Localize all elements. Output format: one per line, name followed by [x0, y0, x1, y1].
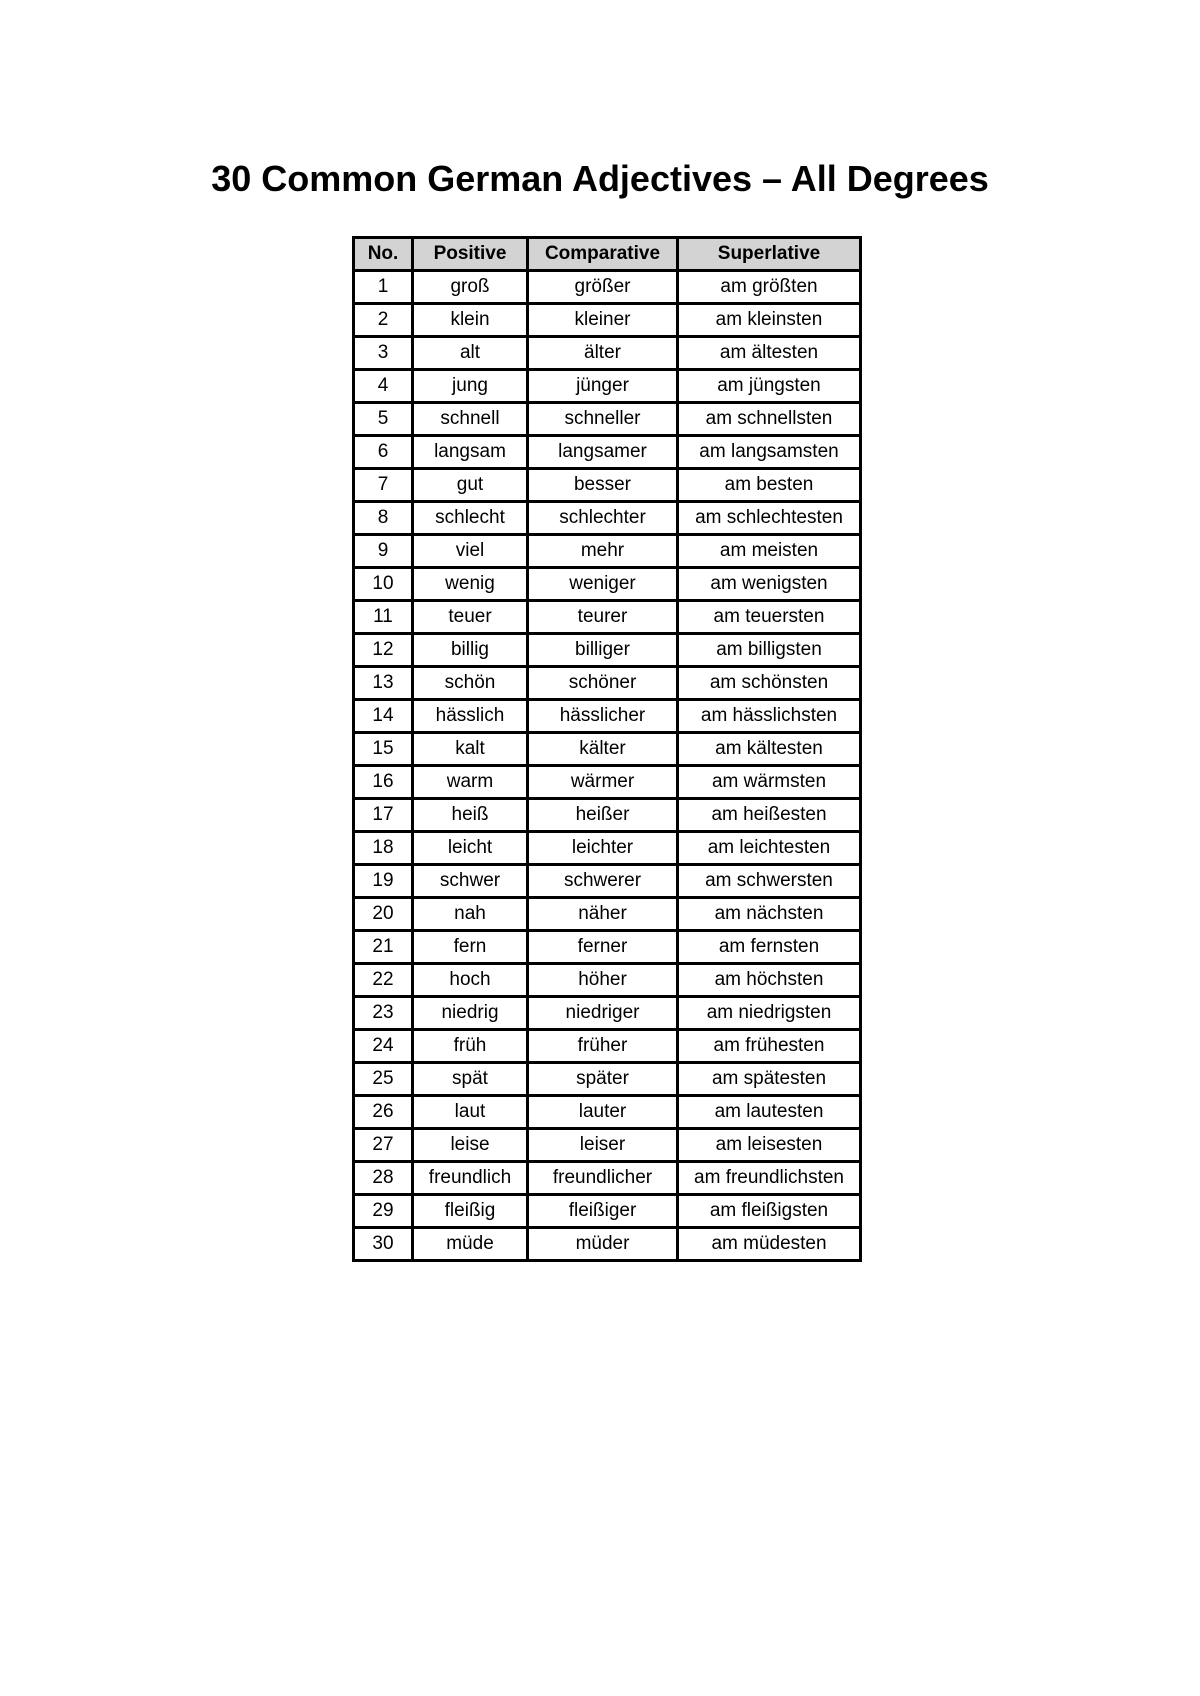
- cell-no: 3: [354, 337, 413, 370]
- cell-superlative: am meisten: [678, 535, 861, 568]
- cell-comparative: weniger: [528, 568, 678, 601]
- cell-comparative: größer: [528, 271, 678, 304]
- table-row: [354, 436, 861, 469]
- cell-no: 26: [354, 1096, 413, 1129]
- cell-comparative: leichter: [528, 832, 678, 865]
- cell-no: 4: [354, 370, 413, 403]
- cell-comparative: mehr: [528, 535, 678, 568]
- cell-superlative: am freundlichsten: [678, 1162, 861, 1195]
- cell-superlative: am wärmsten: [678, 766, 861, 799]
- table-header: [354, 238, 861, 271]
- cell-positive: langsam: [413, 436, 528, 469]
- cell-positive: warm: [413, 766, 528, 799]
- table-row: [354, 799, 861, 832]
- cell-superlative: am schwersten: [678, 865, 861, 898]
- cell-positive: billig: [413, 634, 528, 667]
- cell-positive: heiß: [413, 799, 528, 832]
- cell-superlative: am höchsten: [678, 964, 861, 997]
- cell-superlative: am lautesten: [678, 1096, 861, 1129]
- cell-comparative: heißer: [528, 799, 678, 832]
- table-row: [354, 403, 861, 436]
- cell-positive: leise: [413, 1129, 528, 1162]
- header-no: No.: [354, 238, 413, 271]
- cell-positive: groß: [413, 271, 528, 304]
- cell-positive: leicht: [413, 832, 528, 865]
- cell-no: 28: [354, 1162, 413, 1195]
- cell-positive: laut: [413, 1096, 528, 1129]
- cell-positive: klein: [413, 304, 528, 337]
- header-comparative: Comparative: [528, 238, 678, 271]
- cell-no: 20: [354, 898, 413, 931]
- cell-positive: hoch: [413, 964, 528, 997]
- cell-no: 24: [354, 1030, 413, 1063]
- cell-superlative: am fleißigsten: [678, 1195, 861, 1228]
- cell-comparative: schwerer: [528, 865, 678, 898]
- cell-positive: fleißig: [413, 1195, 528, 1228]
- cell-positive: schnell: [413, 403, 528, 436]
- cell-superlative: am jüngsten: [678, 370, 861, 403]
- cell-comparative: müder: [528, 1228, 678, 1261]
- cell-no: 23: [354, 997, 413, 1030]
- cell-positive: schwer: [413, 865, 528, 898]
- cell-comparative: fleißiger: [528, 1195, 678, 1228]
- cell-comparative: schlechter: [528, 502, 678, 535]
- cell-superlative: am frühesten: [678, 1030, 861, 1063]
- cell-comparative: ferner: [528, 931, 678, 964]
- page-title: 30 Common German Adjectives – All Degrees: [211, 158, 989, 199]
- cell-positive: nah: [413, 898, 528, 931]
- table-row: [354, 535, 861, 568]
- cell-positive: hässlich: [413, 700, 528, 733]
- header-positive: Positive: [413, 238, 528, 271]
- cell-positive: kalt: [413, 733, 528, 766]
- cell-superlative: am schnellsten: [678, 403, 861, 436]
- cell-superlative: am schönsten: [678, 667, 861, 700]
- table-row: [354, 865, 861, 898]
- cell-superlative: am besten: [678, 469, 861, 502]
- table-row: [354, 898, 861, 931]
- cell-no: 25: [354, 1063, 413, 1096]
- cell-no: 12: [354, 634, 413, 667]
- table-row: [354, 1063, 861, 1096]
- table-row: [354, 1129, 861, 1162]
- cell-no: 19: [354, 865, 413, 898]
- cell-positive: spät: [413, 1063, 528, 1096]
- table-row: [354, 700, 861, 733]
- cell-comparative: wärmer: [528, 766, 678, 799]
- cell-comparative: später: [528, 1063, 678, 1096]
- cell-superlative: am schlechtesten: [678, 502, 861, 535]
- table-row: [354, 1030, 861, 1063]
- cell-no: 21: [354, 931, 413, 964]
- cell-no: 2: [354, 304, 413, 337]
- table-row: [354, 271, 861, 304]
- cell-no: 5: [354, 403, 413, 436]
- adjectives-table: [352, 236, 862, 1262]
- cell-positive: gut: [413, 469, 528, 502]
- table-row: [354, 337, 861, 370]
- cell-comparative: jünger: [528, 370, 678, 403]
- cell-superlative: am müdesten: [678, 1228, 861, 1261]
- table-row: [354, 1162, 861, 1195]
- cell-superlative: am heißesten: [678, 799, 861, 832]
- cell-superlative: am billigsten: [678, 634, 861, 667]
- header-superlative: Superlative: [678, 238, 861, 271]
- table-row: [354, 964, 861, 997]
- cell-no: 17: [354, 799, 413, 832]
- cell-no: 29: [354, 1195, 413, 1228]
- table-row: [354, 469, 861, 502]
- cell-superlative: am leichtesten: [678, 832, 861, 865]
- cell-comparative: lauter: [528, 1096, 678, 1129]
- cell-comparative: billiger: [528, 634, 678, 667]
- table-row: [354, 568, 861, 601]
- cell-no: 9: [354, 535, 413, 568]
- cell-comparative: höher: [528, 964, 678, 997]
- cell-superlative: am langsamsten: [678, 436, 861, 469]
- cell-superlative: am nächsten: [678, 898, 861, 931]
- cell-superlative: am spätesten: [678, 1063, 861, 1096]
- cell-no: 10: [354, 568, 413, 601]
- cell-comparative: näher: [528, 898, 678, 931]
- cell-comparative: älter: [528, 337, 678, 370]
- table-body: [354, 271, 861, 1261]
- cell-positive: viel: [413, 535, 528, 568]
- cell-no: 1: [354, 271, 413, 304]
- cell-superlative: am größten: [678, 271, 861, 304]
- cell-superlative: am kältesten: [678, 733, 861, 766]
- cell-no: 8: [354, 502, 413, 535]
- cell-no: 13: [354, 667, 413, 700]
- cell-no: 22: [354, 964, 413, 997]
- table-row: [354, 997, 861, 1030]
- table-row: [354, 304, 861, 337]
- cell-comparative: schneller: [528, 403, 678, 436]
- cell-positive: fern: [413, 931, 528, 964]
- table-row: [354, 1096, 861, 1129]
- cell-no: 7: [354, 469, 413, 502]
- table-row: [354, 667, 861, 700]
- cell-comparative: kälter: [528, 733, 678, 766]
- cell-comparative: freundlicher: [528, 1162, 678, 1195]
- cell-superlative: am niedrigsten: [678, 997, 861, 1030]
- cell-positive: teuer: [413, 601, 528, 634]
- cell-positive: müde: [413, 1228, 528, 1261]
- cell-positive: schön: [413, 667, 528, 700]
- cell-positive: freundlich: [413, 1162, 528, 1195]
- cell-no: 27: [354, 1129, 413, 1162]
- cell-no: 6: [354, 436, 413, 469]
- table-row: [354, 502, 861, 535]
- cell-superlative: am hässlichsten: [678, 700, 861, 733]
- cell-positive: jung: [413, 370, 528, 403]
- cell-no: 18: [354, 832, 413, 865]
- cell-comparative: schöner: [528, 667, 678, 700]
- table-row: [354, 733, 861, 766]
- table-row: [354, 634, 861, 667]
- cell-comparative: niedriger: [528, 997, 678, 1030]
- cell-superlative: am kleinsten: [678, 304, 861, 337]
- cell-superlative: am leisesten: [678, 1129, 861, 1162]
- cell-positive: alt: [413, 337, 528, 370]
- cell-no: 16: [354, 766, 413, 799]
- header-row: [354, 238, 861, 271]
- cell-comparative: früher: [528, 1030, 678, 1063]
- cell-positive: niedrig: [413, 997, 528, 1030]
- cell-no: 11: [354, 601, 413, 634]
- cell-comparative: leiser: [528, 1129, 678, 1162]
- cell-superlative: am wenigsten: [678, 568, 861, 601]
- cell-comparative: kleiner: [528, 304, 678, 337]
- table-row: [354, 766, 861, 799]
- table-row: [354, 1228, 861, 1261]
- cell-comparative: besser: [528, 469, 678, 502]
- table-row: [354, 931, 861, 964]
- cell-positive: wenig: [413, 568, 528, 601]
- cell-superlative: am teuersten: [678, 601, 861, 634]
- cell-no: 30: [354, 1228, 413, 1261]
- cell-no: 15: [354, 733, 413, 766]
- cell-comparative: teurer: [528, 601, 678, 634]
- cell-positive: schlecht: [413, 502, 528, 535]
- cell-comparative: langsamer: [528, 436, 678, 469]
- cell-comparative: hässlicher: [528, 700, 678, 733]
- cell-positive: früh: [413, 1030, 528, 1063]
- cell-superlative: am fernsten: [678, 931, 861, 964]
- table-row: [354, 832, 861, 865]
- cell-superlative: am ältesten: [678, 337, 861, 370]
- cell-no: 14: [354, 700, 413, 733]
- table-row: [354, 1195, 861, 1228]
- table-row: [354, 601, 861, 634]
- table-row: [354, 370, 861, 403]
